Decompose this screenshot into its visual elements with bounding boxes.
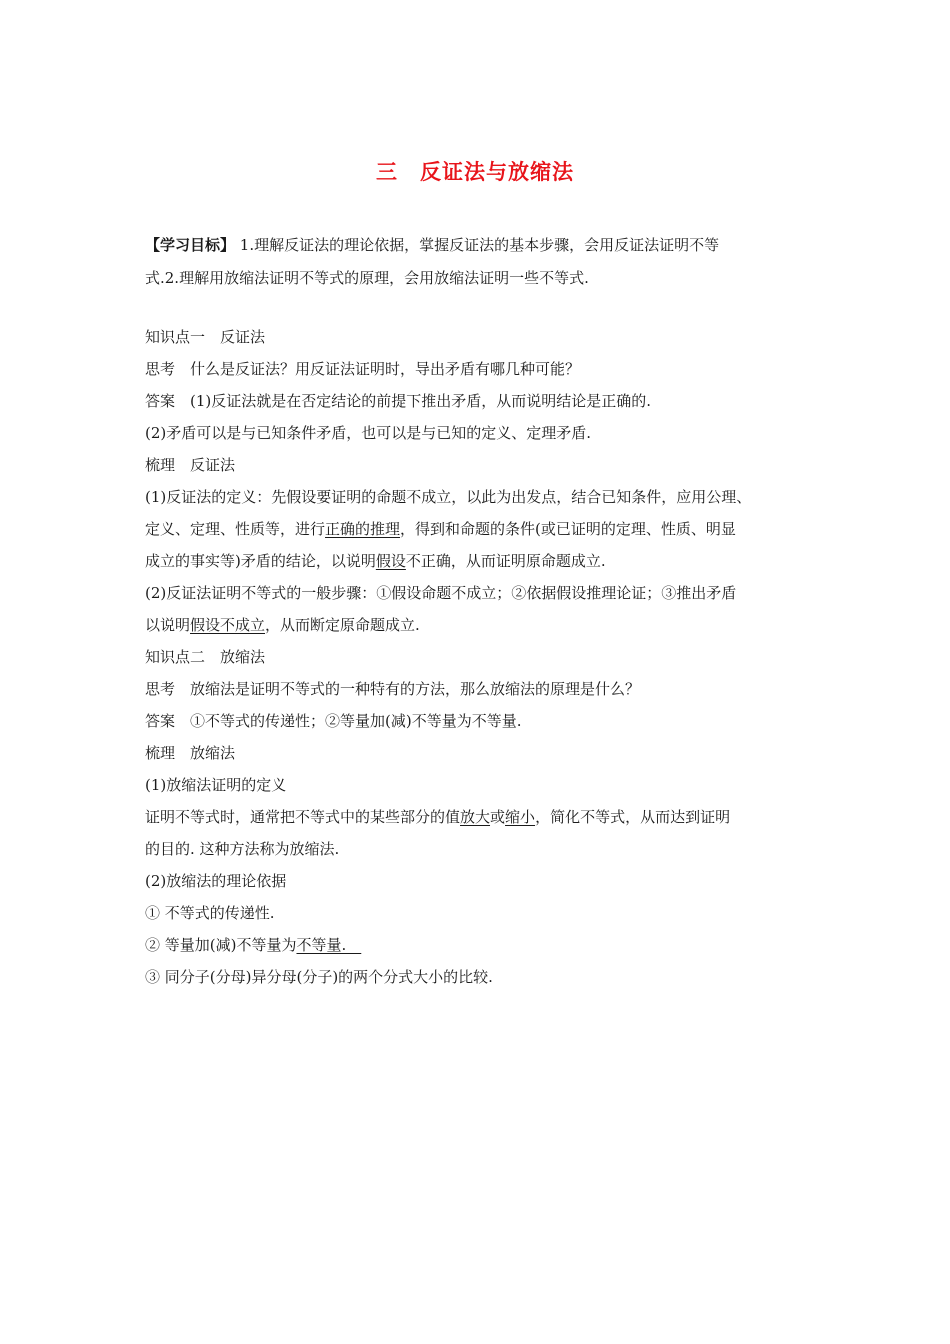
text-span: 以说明 — [145, 616, 191, 634]
text-span: ，得到和命题的条件(或已证明的定理、性质、明显 — [400, 520, 736, 538]
kp1-heading: 知识点一 反证法 — [145, 328, 266, 346]
kp1-sort: 梳理 反证法 — [145, 456, 236, 474]
kp2-basis-2 — [145, 935, 810, 955]
kp2-basis-3: ③ 同分子(分母)异分母(分子)的两个分式大小的比较. — [145, 968, 493, 986]
text-span: 不正确，从而证明原命题成立. — [405, 552, 606, 570]
kp1-def-line-2 — [145, 519, 810, 539]
text-span: ② 等量加(减)不等量为 — [145, 936, 297, 954]
kp2-answer: 答案 ①不等式的传递性；②等量加(减)不等量为不等量. — [145, 712, 522, 730]
kp2-def-line-1 — [145, 807, 810, 827]
kp1-answer-1: 答案 (1)反证法就是在否定结论的前提下推出矛盾，从而说明结论是正确的. — [145, 392, 652, 410]
objectives-label: 【学习目标】 — [145, 236, 236, 254]
blank-answer: 正确的推理 — [325, 520, 401, 538]
kp2-def-line-2: 的目的. 这种方法称为放缩法. — [145, 840, 340, 858]
blank-answer: 假设不成立 — [190, 616, 266, 634]
kp1-def-line-3 — [145, 551, 810, 571]
kp2-basis-1: ① 不等式的传递性. — [145, 904, 275, 922]
text-span: 定义、定理、性质等，进行 — [145, 520, 326, 538]
objectives-line-1 — [145, 235, 810, 255]
kp1-steps-line-2 — [145, 615, 810, 635]
kp1-steps-line-1: (2)反证法证明不等式的一般步骤：①假设命题不成立；②依据假设推理论证；③推出矛盾 — [145, 584, 737, 602]
page-title: 三 反证法与放缩法 — [376, 160, 574, 184]
text-span: 或 — [490, 808, 506, 826]
text-span: 证明不等式时，通常把不等式中的某些部分的值 — [145, 808, 461, 826]
kp1-def-line-1: (1)反证法的定义：先假设要证明的命题不成立，以此为出发点，结合已知条件，应用公理、 — [145, 488, 752, 506]
kp2-heading: 知识点二 放缩法 — [145, 648, 266, 666]
objectives-text-1: 1.理解反证法的理论依据，掌握反证法的基本步骤，会用反证法证明不等 — [235, 236, 720, 254]
kp2-think: 思考 放缩法是证明不等式的一种特有的方法，那么放缩法的原理是什么？ — [145, 680, 641, 698]
kp1-answer-2: (2)矛盾可以是与已知条件矛盾，也可以是与已知的定义、定理矛盾. — [145, 424, 592, 442]
text-span: ，简化不等式，从而达到证明 — [535, 808, 731, 826]
text-span: 成立的事实等)矛盾的结论，以说明 — [145, 552, 376, 570]
blank-answer: 缩小 — [505, 808, 536, 826]
kp2-basis-title: (2)放缩法的理论依据 — [145, 872, 287, 890]
kp1-think: 思考 什么是反证法？用反证法证明时，导出矛盾有哪几种可能？ — [145, 360, 581, 378]
text-span: ，从而断定原命题成立. — [265, 616, 420, 634]
kp2-sort: 梳理 放缩法 — [145, 744, 236, 762]
kp2-def-title: (1)放缩法证明的定义 — [145, 776, 287, 794]
blank-answer: 假设 — [375, 552, 406, 570]
blank-answer: 放大 — [460, 808, 491, 826]
blank-answer: 不等量. — [296, 936, 362, 954]
objectives-line-2: 式.2.理解用放缩法证明不等式的原理，会用放缩法证明一些不等式. — [145, 269, 589, 287]
